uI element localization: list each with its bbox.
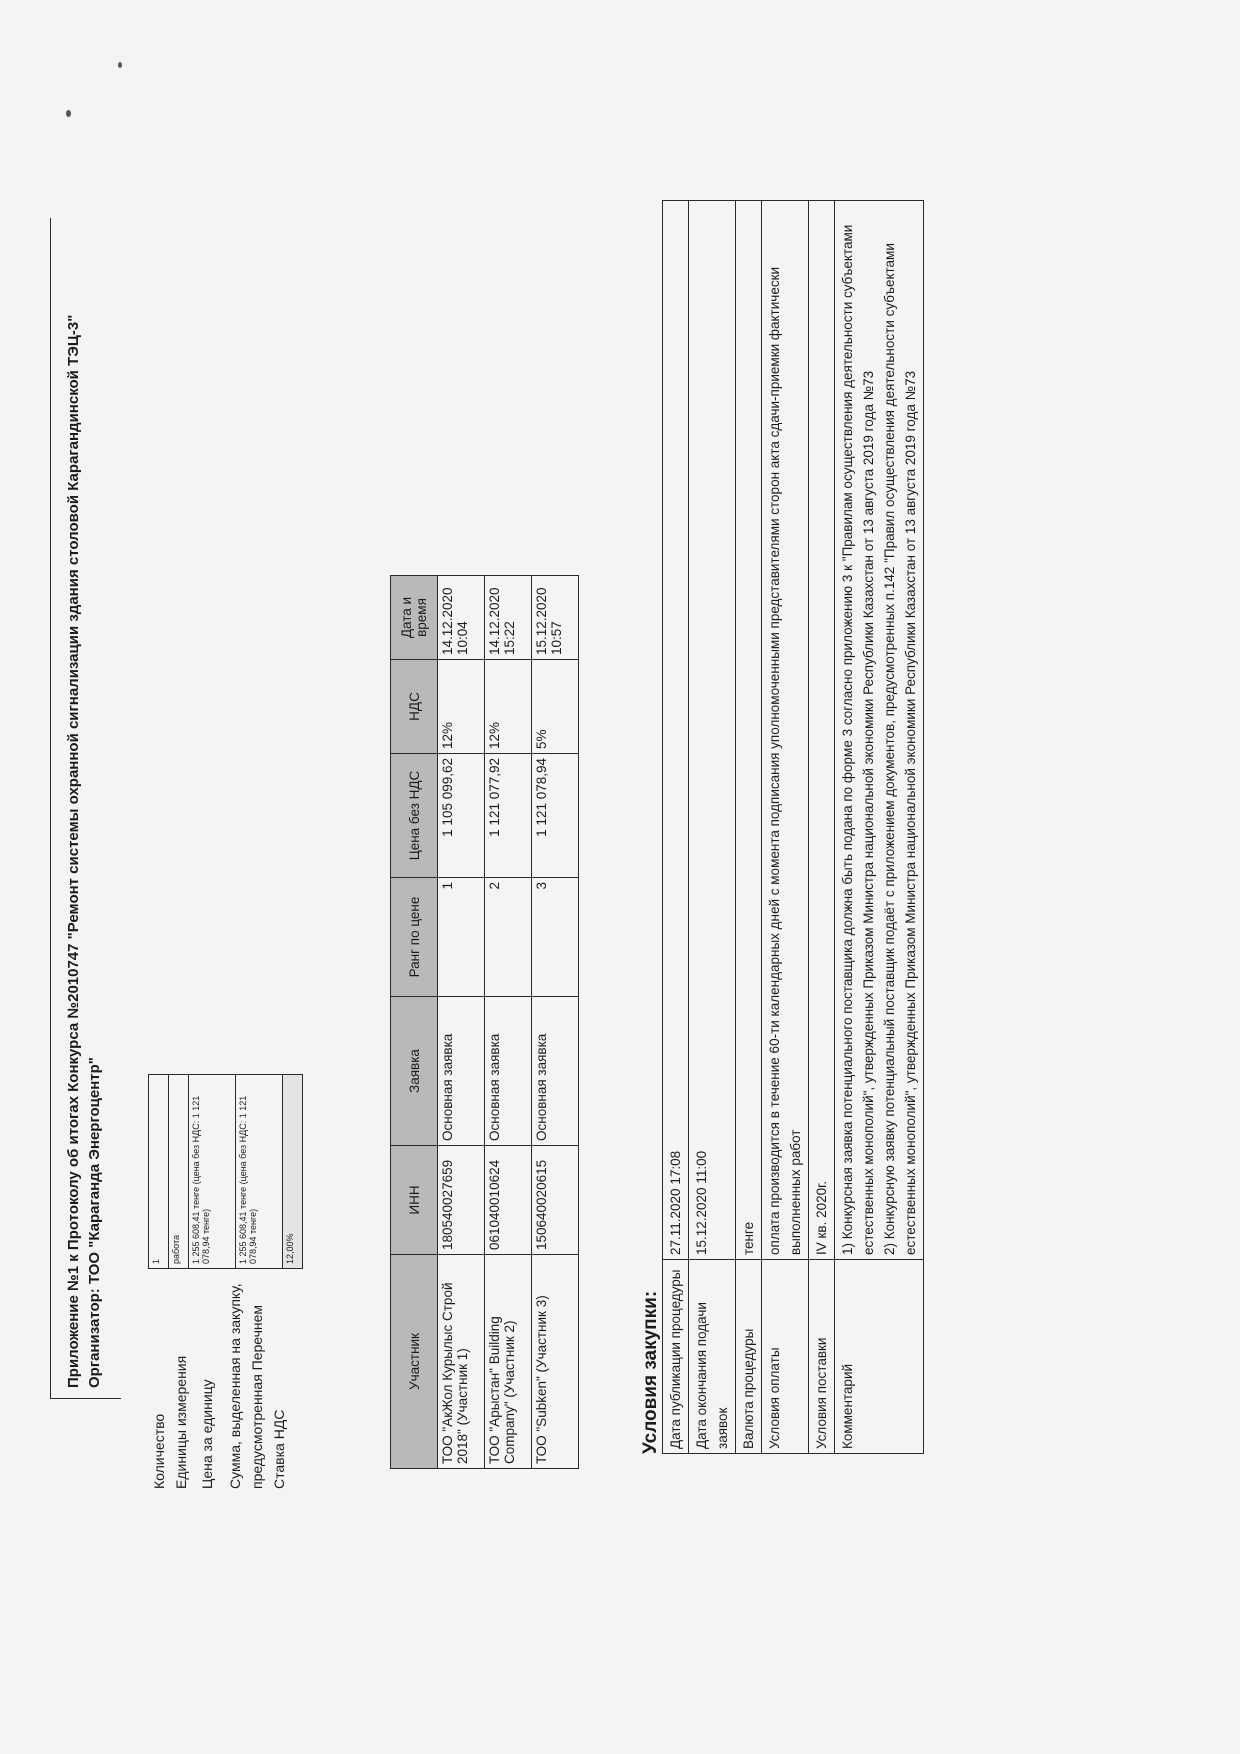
param-label: Единицы измерения [173,1355,189,1489]
table-row [485,576,532,1469]
cell-application: Основная заявка [485,997,532,1146]
col-application: Заявка [391,997,438,1146]
param-label: Ставка НДС [271,1409,287,1489]
condition-value: IV кв. 2020г. [809,201,835,1260]
param-label: Сумма, выделенная на закупку, предусмотренная Перечнем [227,1283,265,1489]
cell-vat: 12% [438,660,485,754]
param-value: 1 [149,1075,169,1269]
cell-vat: 12% [485,660,532,754]
table-row [438,576,485,1469]
param-value: 1 255 608,41 тенге (цена без НДС: 1 121 078,94 тенге) [189,1075,236,1269]
cell-datetime: 14.12.2020 15:22 [485,576,532,660]
document-title: Приложение №1 к Протоколу об итогах Конкурса №2010747 "Ремонт системы охранной сигнализации здания столовой Карагандинской ТЭЦ-3" [65,314,82,1388]
table-row [835,201,924,1454]
table-row [532,576,579,1469]
condition-key: Условия поставки [809,1260,835,1454]
cell-datetime: 15.12.2020 10:57 [532,576,579,660]
cell-participant: ТОО "Subken" (Участник 3) [532,1255,579,1469]
cell-price: 1 105 099,62 [438,754,485,878]
condition-value: оплата производится в течение 60-ти календарных дней с момента подписания уполномоченными представителями сторон акта сдачи-приемки фактически выполненных работ [762,201,809,1260]
table-row [762,201,809,1454]
cell-participant: ТОО "АкЖол Курылыс Строй 2018" (Участник 1) [438,1255,485,1469]
cell-application: Основная заявка [438,997,485,1146]
document-header [50,218,121,1399]
params-table [148,1074,303,1269]
condition-key: Дата окончания подачи заявок [689,1260,736,1454]
param-value: работа [169,1075,189,1269]
condition-value: 27.11.2020 17:08 [663,201,689,1260]
cell-price: 1 121 077,92 [485,754,532,878]
col-datetime: Дата и время [391,576,438,660]
organizer-line: Организатор: ТОО "Караганда Энергоцентр" [86,1057,103,1388]
cell-datetime: 14.12.2020 10:04 [438,576,485,660]
col-rank: Ранг по цене [391,878,438,997]
cell-inn: 061040010624 [485,1146,532,1255]
table-header-row [391,576,438,1469]
cell-inn: 180540027659 [438,1146,485,1255]
conditions-table [662,200,924,1454]
participants-table [390,575,579,1469]
cell-application: Основная заявка [532,997,579,1146]
param-label: Цена за единицу [199,1379,215,1489]
params-labels [148,1274,290,1489]
cell-participant: ТОО "Арыстан" Building Company" (Участник 2) [485,1255,532,1469]
cell-rank: 3 [532,878,579,997]
col-participant: Участник [391,1255,438,1469]
cell-rank: 2 [485,878,532,997]
condition-key: Условия оплаты [762,1260,809,1454]
condition-value: тенге [736,201,762,1260]
condition-value: 1) Конкурсная заявка потенциального поставщика должна быть подана по форме 3 согласно приложению 3 к "Правилам осуществления деятельности субъектами естественных монополий", утвержденных Приказом Министра национальной экономики Республики Казахстан от 13 августа 2019 года №73 2) Конкурсную заявку потенциальный поставщик подаёт с приложением документов, предусмотренных п.142 "Правил осуществления деятельности субъектами естественных монополий", утвержденных Приказом Министра национальной экономики Республики Казахстан от 13 августа 2019 года №73 [835,201,924,1260]
param-label: Количество [151,1413,167,1489]
col-price: Цена без НДС [391,754,438,878]
col-vat: НДС [391,660,438,754]
conditions-title: Условия закупки: [640,1290,661,1454]
cell-price: 1 121 078,94 [532,754,579,878]
param-value: 12,00% [283,1075,303,1269]
table-row [663,201,689,1454]
col-inn: ИНН [391,1146,438,1255]
cell-inn: 150640020615 [532,1146,579,1255]
condition-value: 15.12.2020 11:00 [689,201,736,1260]
cell-vat: 5% [532,660,579,754]
condition-key: Валюта процедуры [736,1260,762,1454]
cell-rank: 1 [438,878,485,997]
table-row [809,201,835,1454]
table-row [736,201,762,1454]
condition-key: Комментарий [835,1260,924,1454]
condition-key: Дата публикации процедуры [663,1260,689,1454]
table-row [689,201,736,1454]
param-value: 1 255 608,41 тенге (цена без НДС: 1 121 078,94 тенге) [236,1075,283,1269]
